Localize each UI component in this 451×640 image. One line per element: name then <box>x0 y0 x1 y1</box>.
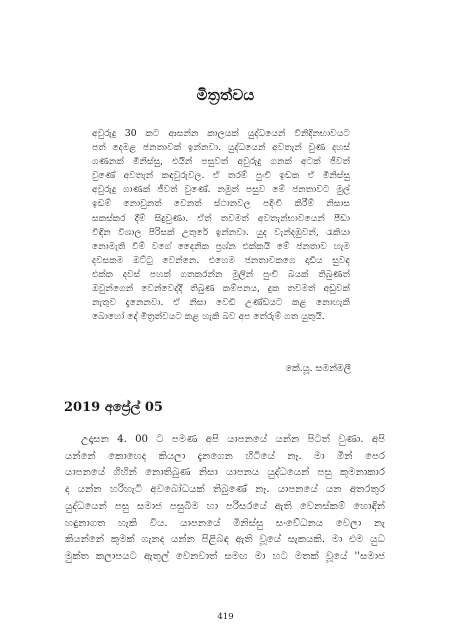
entry-line: උදෑසන 4. 00 ට පමණ අපි යාපනයේ යන්න පිටත් වුණා. අපි <box>81 434 385 445</box>
preface-line: ඉඩම් නොවුනත් වෙනත් ස්ථානවල පදිංචි කිරීම් නිසාස <box>92 198 350 210</box>
preface-line: පත් දෙමළ ජනතාවක් ඉන්නවා. යුද්ධයෙන් අවතැන් වුණ දහස් <box>92 142 350 154</box>
entry-line: යාපනයේ ගිහින් නොතිබුණ නිසා යාපනය යුද්ධයෙන් පසු කුමනාකාර <box>65 467 385 479</box>
preface-line: නැතුව දැනෙනවා. ඒ නිසා වෙඩි උණ්ඩයට කළ නොහැකි <box>92 297 350 309</box>
preface-line: විඳින විශාල පිරිසක් උතුරේ ඉන්නවා. යුද වැන්දඹුවන්, රැකියා <box>92 226 350 238</box>
preface-line: ඔවුන්ගෙන් වෙන්වෙද්දී තිබුණ කම්පනය, දුක තවමත් අඩුවක් <box>92 283 350 295</box>
preface-line: සකස්කර දීම් සිදුවුණා. ඒත් තවමත් අවතැන්භාවයෙන් පීඩා <box>92 212 350 224</box>
diary-entry-paragraph <box>65 432 385 566</box>
chapter-title: මිත්‍රත්වය <box>196 86 255 104</box>
entry-line: ද යන්න හරිහැටි අවබෝධයක් තිබුණේ නෑ. යාපනයේ යන අතරතුර <box>65 484 385 496</box>
preface-line: ගණනක් මිනිස්සු, එයින් පසුවත් අවුරුදු ගනක් අටක් ජීවත් <box>92 156 350 168</box>
preface-line: බොහෝ දේ මිත්‍රත්වයට කළ හැකි බව අප තේරුම් ගත යුතුයි. <box>92 311 325 323</box>
entry-line: යුද්ධයෙන් පසු සමාජ පසුබිම හා පරිසරයේ ඇති වෙනස්කම් හොඳින් <box>65 500 385 512</box>
preface-line: වුණේ අවතැන් කඳවුරුවල. ඒ තරම් පුංචි ඉඩක ඒ මිනිස්සු <box>92 170 350 182</box>
preface-line: අවුරුදු 30 කට ආසන්න කාලයක් යුද්ධයෙන් විනිදිනභාවයට <box>92 128 350 139</box>
preface-line: අවුරුදු ගාණක් ජීවත් වුණේ. නමුත් පසුව මේ ජනතාවට මුල් <box>92 184 350 196</box>
entry-line: කියන්නේ කුමක් ගැනද යන්න පිළිබඳ ඇති වූයේ සැකයකි. මා එම යුධ <box>65 534 385 546</box>
preface-line: දවසකම ඔට්ටු වෙන්නෙ. එහෙම ජනතාවකගෙ දාඩිය සුවඳ <box>92 254 350 266</box>
entry-date-heading: 2019 අප්‍රේල් 05 <box>64 400 163 415</box>
preface-line: නොමැති වීම් වගේ දෛනික ප්‍රශ්න එක්කයි මේ ජනතාව හැම <box>92 240 350 252</box>
author-signature: කේ.යූ. සමන්මලී <box>285 363 351 374</box>
preface-paragraph <box>92 127 350 324</box>
entry-line: යන්නේ කොහෙද කියලා දැනගෙන හිටියේ නෑ. මා මීන් පෙර <box>65 450 385 462</box>
preface-line: එක්ක දවස් පහක් ගතකරන්න මුලින් පුංචි බයක් තිබුණත් <box>92 268 350 280</box>
page-number: 419 <box>217 612 234 622</box>
entry-line: මුක්ත කලාපයට ඇතුල් වෙනවාත් සමඟ මා හට මතක් වූයේ ''සමාජ <box>65 550 385 562</box>
entry-line: හඳුනාගත හැකි විය. යාපනයේ මිනිස්සු සංවේධනය වෙලා නැ <box>65 517 385 529</box>
